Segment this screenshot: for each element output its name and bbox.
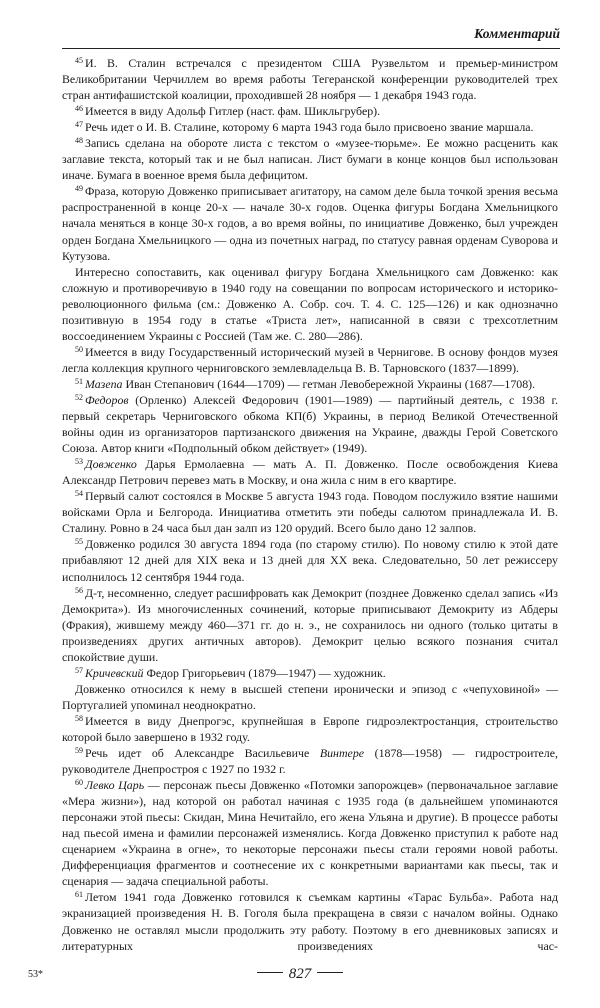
footnote-49 <box>62 183 558 263</box>
footnote-48 <box>62 135 558 183</box>
note-name: Кричевский <box>85 665 144 680</box>
note-number: 49 <box>75 184 83 194</box>
dash-right <box>317 972 343 973</box>
note-text: Довженко родился 30 августа 1894 года (по старому стилю). По новому стилю к этой дате прибавляют 12 дней для XIX века и 13 дней для XX века. Следовательно, 50 лет режиссеру исполнилось 12 сентября 1944 года. <box>62 537 558 584</box>
note-text: Д-т, несомненно, следует расшифровать как Демокрит (позднее Довженко сделал запись «Из Демокрита»). Из многочисленных сочинений, которые приписывают Демокриту из Абдеры (Фракия), жившему между 460—371 гг. до н. э., не сохранилось ни одного (только цитаты в произведениях других античных авторов). Демокрит целью всякого познания считал спокойствие души. <box>62 585 558 664</box>
page-number-text: 827 <box>288 965 312 982</box>
note-text: Имеется в виду Государственный исторический музей в Чернигове. В основу фондов музея легла коллекция крупного черниговского землевладельца В. В. Тарновского (1837—1899). <box>62 344 558 375</box>
footnote-45 <box>62 55 558 103</box>
footnote-57 <box>62 665 558 681</box>
running-header <box>62 20 560 49</box>
footnote-52 <box>62 392 558 456</box>
note-text: Иван Степанович (1644—1709) — гетман Левобережной Украины (1687—1708). <box>122 376 536 391</box>
note-number: 45 <box>75 56 83 65</box>
footnote-61 <box>62 889 558 953</box>
footnote-59 <box>62 745 558 777</box>
note-number: 59 <box>75 746 83 756</box>
note-number: 51 <box>75 376 83 386</box>
note-name: Левко Царь <box>85 778 145 793</box>
note-number: 48 <box>75 136 83 146</box>
note-name: Федоров <box>85 392 129 407</box>
note-text: Имеется в виду Днепрогэс, крупнейшая в Европе гидроэлектростанция, строительство которой было завершено в 1932 году. <box>62 713 558 744</box>
note-text: — персонаж пьесы Довженко «Потомки запорожцев» (первоначальное заглавие «Мера жизни»), над которой он работал начиная с 1935 года (в дальнейшем упоминаются персонажи этой пьесы: Скидан, Мина Нечитайло, его жена Ульяна и другие). В процессе работы над пьесой имена и фамилии персонажей изменялись. Когда Довженко приступил к работе над сценарием «Украина в огне», то некоторые персонажи пьесы стали героями новой работы. Дифференциация фрагментов и соотнесение их с конкретными вариантами как пьесы, так и сценария — задача специальной работы. <box>62 778 558 889</box>
note-text: Интересно сопоставить, как оценивал фигуру Богдана Хмельницкого сам Довженко: как сложную и противоречивую в 1940 году на совещании по вопросам исторического и историко-революционного фильма (см.: Довженко А. Собр. соч. Т. 4. С. 125—126) и как однозначно позитивную в 1954 году в статье «Триста лет», написанной в связи с трехсотлетним воссоединением Украины с Россией (Там же. С. 280—286). <box>62 264 558 343</box>
note-name: Винтере <box>319 746 365 761</box>
note-text: Довженко относился к нему в высшей степени иронически и эпизод с «чепуховиной» — Португалией упоминал неоднократно. <box>62 681 558 712</box>
note-text: (Орленко) Алексей Федорович (1901—1989) — партийный деятель, с 1938 г. первый секретарь Черниговского обкома КП(б) Украины, в период Великой Отечественной войны один из организаторов партизанского движения на Украине, дважды Герой Советского Союза. Автор книги «Подпольный обком действует» (1949). <box>62 392 558 456</box>
note-text: Летом 1941 года Довженко готовился к съемкам картины «Тарас Бульба». Работа над экранизацией произведения Н. В. Гоголя была прекращена в связи с началом войны. Однако Довженко не оставлял мысли продолжить эту работу. Поэтому в его дневниковых записях и литературных произведениях час- <box>62 890 558 953</box>
running-header-title: Комментарий <box>474 26 560 41</box>
footnote-54 <box>62 488 558 536</box>
note-number: 47 <box>75 120 83 130</box>
footnote-56 <box>62 585 558 665</box>
note-text: Имеется в виду Адольф Гитлер (наст. фам. Шикльгрубер). <box>85 104 381 119</box>
note-text: Федор Григорьевич (1879—1947) — художник. <box>143 665 386 680</box>
note-number: 60 <box>75 778 83 788</box>
commentary-notes <box>62 55 558 954</box>
note-number: 58 <box>75 713 83 723</box>
note-number: 46 <box>75 104 83 114</box>
note-number: 52 <box>75 392 83 402</box>
page-footer <box>0 964 600 988</box>
footnote-51 <box>62 376 558 392</box>
note-paragraph <box>62 681 558 713</box>
footnote-60 <box>62 777 558 889</box>
note-text: Речь идет об Александре Васильевиче <box>85 746 320 761</box>
note-number: 55 <box>75 537 83 547</box>
dash-left <box>257 972 283 973</box>
page-number <box>0 964 600 984</box>
note-number: 56 <box>75 585 83 595</box>
footnote-50 <box>62 344 558 376</box>
note-name: Довженко <box>85 457 137 472</box>
footnote-55 <box>62 536 558 584</box>
note-number: 57 <box>75 665 83 675</box>
note-text: Первый салют состоялся в Москве 5 августа 1943 года. Поводом послужило взятие нашими войсками Орла и Белгорода. Инициатива отметить эти победы салютом принадлежала И. В. Сталину. Ровно в 24 часа был дан залп из 120 орудий. Всего было дано 12 залпов. <box>62 489 558 536</box>
note-name: Мазепа <box>85 376 123 391</box>
note-text: Речь идет о И. В. Сталине, которому 6 марта 1943 года было присвоено звание маршала. <box>85 120 534 135</box>
note-text: Запись сделана на обороте листа с текстом о «музее-тюрьме». Ее можно расценить как заглавие текста, который так и не был написан. Лист бумаги в конце концов был использован иначе. Бумага в военное время была дефицитом. <box>62 136 558 183</box>
note-text: (1878—1958) — гидростроителе, руководителе Днепростроя с 1927 по 1932 г. <box>62 746 558 777</box>
footnote-47 <box>62 119 558 135</box>
footnote-53 <box>62 456 558 488</box>
note-text: Дарья Ермолаевна — мать А. П. Довженко. После освобождения Киева Александр Петрович перевез мать в Москву, и она жила с ним в его квартире. <box>62 457 558 488</box>
footnote-46 <box>62 103 558 119</box>
note-number: 54 <box>75 489 83 499</box>
note-number: 61 <box>75 890 83 900</box>
printer-signature: 53* <box>28 968 43 980</box>
note-paragraph <box>62 264 558 344</box>
note-number: 53 <box>75 457 83 467</box>
note-text: Фраза, которую Довженко приписывает агитатору, на самом деле была точкой зрения весьма распространенной в конце 20-х — начале 30-х годов. Оценка фигуры Богдана Хмельницкого начала меняться в конце 30-х годов, а во время войны, по инициативе Довженко, был учрежден орден Богдана Хмельницкого — одна из почетных наград, по статусу равная орденам Суворова и Кутузова. <box>62 184 558 263</box>
footnote-58 <box>62 713 558 745</box>
note-text: И. В. Сталин встречался с президентом США Рузвельтом и премьер-министром Великобритании Черчиллем во время работы Тегеранской конференции руководителей трех стран антифашистской коалиции, проходившей 28 ноября — 1 декабря 1943 года. <box>62 56 558 103</box>
note-number: 50 <box>75 344 83 354</box>
